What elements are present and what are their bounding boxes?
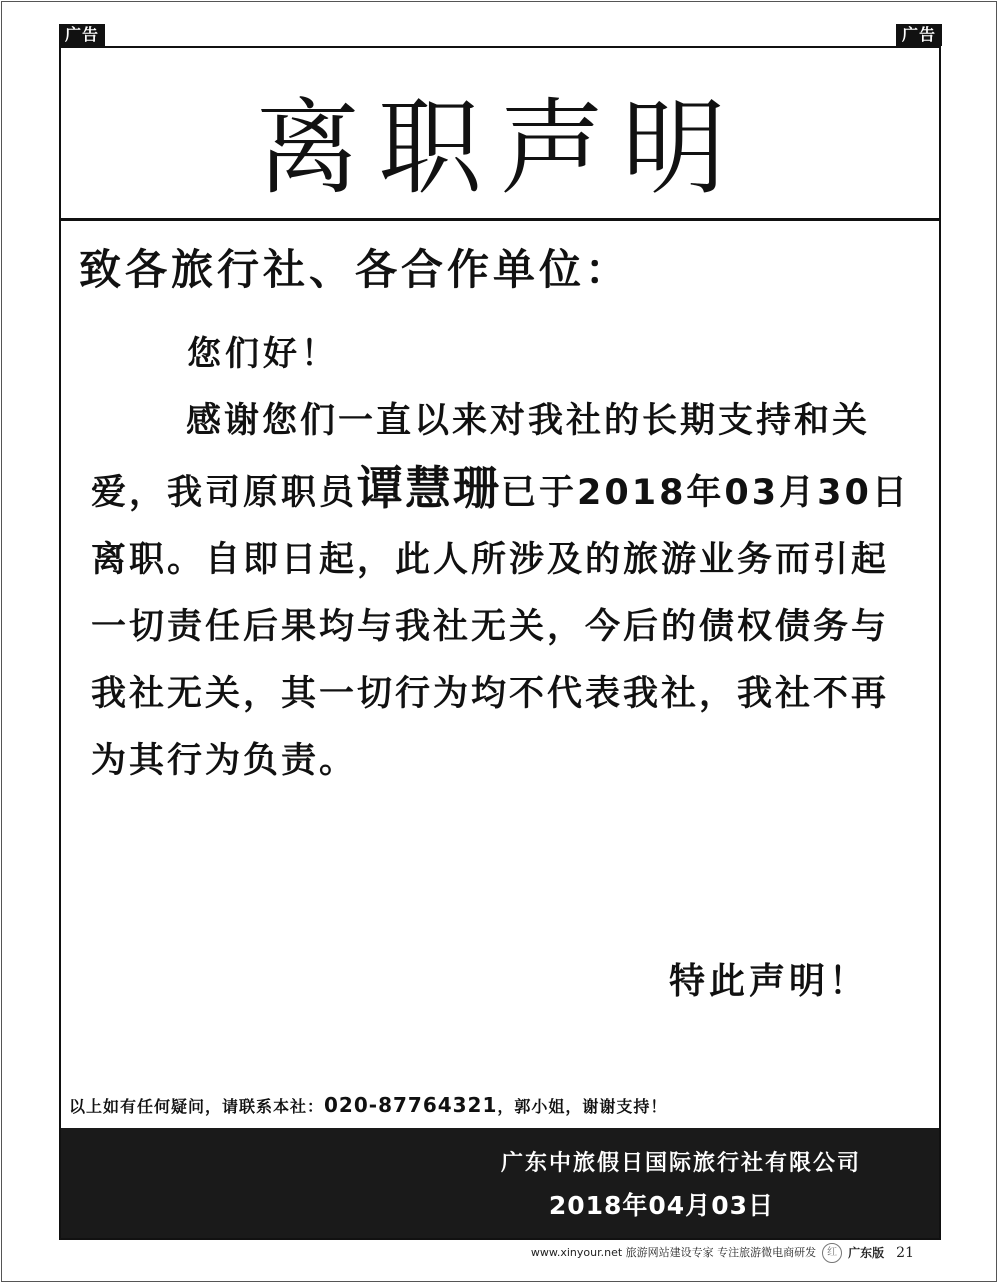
signature-band — [61, 1128, 939, 1238]
publisher-logo-icon: 红 — [822, 1243, 842, 1263]
title-divider — [61, 218, 939, 221]
ad-label-left: 广告 — [59, 24, 105, 46]
notice-frame — [59, 46, 941, 1240]
contact-line — [69, 1093, 667, 1117]
contact-suffix: ，郭小姐，谢谢支持！ — [497, 1097, 668, 1116]
contact-prefix: 以上如有任何疑问，请联系本社： — [69, 1097, 325, 1116]
ad-label-right: 广告 — [896, 24, 942, 46]
notice-body — [91, 388, 911, 795]
company-name: 广东中旅假日国际旅行社有限公司 — [500, 1151, 861, 1176]
addressee-line: 致各旅行社、各合作单位： — [79, 245, 632, 294]
notice-title: 离职声明 — [255, 87, 744, 209]
former-employee-name: 谭慧珊 — [357, 461, 502, 515]
page-number: 21 — [896, 1245, 914, 1261]
contact-phone: 020-87764321 — [324, 1093, 498, 1117]
notice-date: 2018年04月03日 — [548, 1191, 774, 1220]
body-text-part2: 已于2018年03月30日离职。自即日起，此人所涉及的旅游业务而引起一切责任后果均与我社无关，今后的债权债务与我社无关，其一切行为均不代表我社，我社不再为其行为负责。 — [91, 473, 910, 781]
site-slogan: www.xinyour.net 旅游网站建设专家 专注旅游微电商研发 — [530, 1246, 817, 1259]
salutation: 您们好！ — [187, 334, 339, 374]
closing-statement: 特此声明！ — [668, 961, 869, 1002]
body-text-part1: 感谢您们一直以来对我社的长期支持和关爱，我司原职员 — [91, 401, 871, 513]
edition-label: 广东版 — [848, 1246, 885, 1260]
page-footer-bar — [531, 1243, 914, 1263]
